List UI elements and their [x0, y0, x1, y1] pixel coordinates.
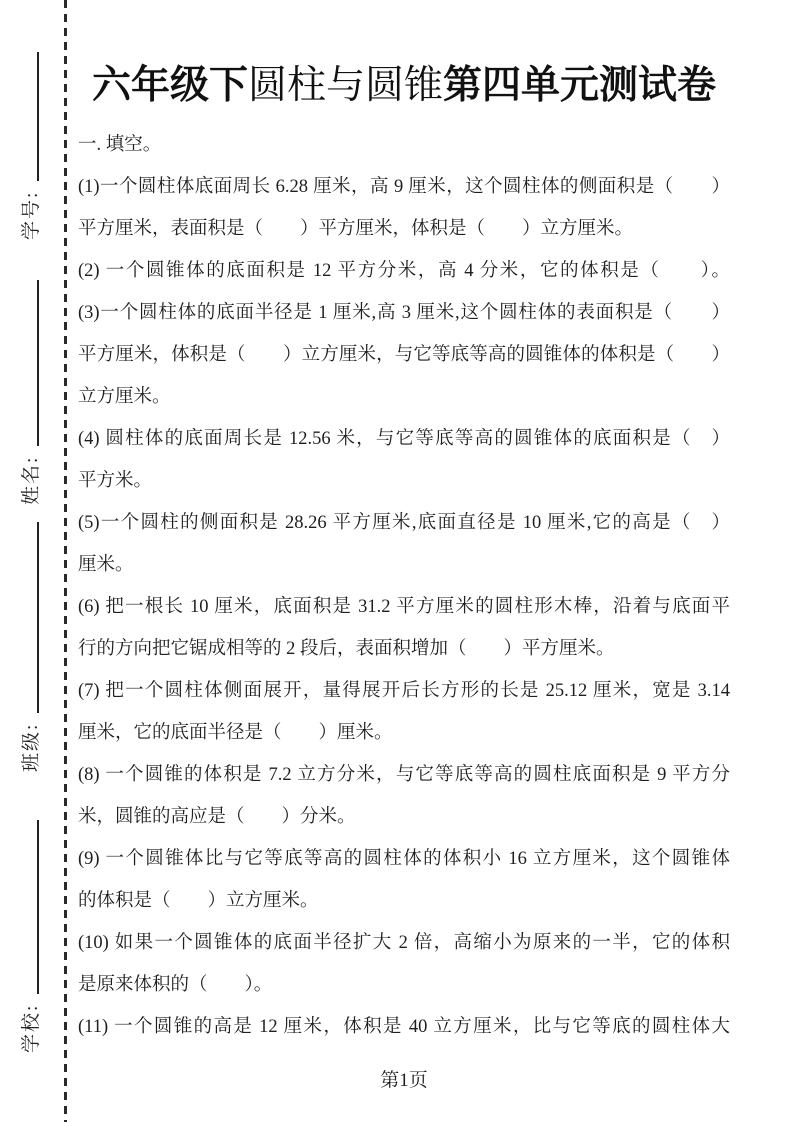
text-line: 厘米，它的底面半径是（ ）厘米。 [78, 723, 393, 743]
text-line: (6) 把一根长 10 厘米，底面积是 31.2 平方厘米的圆柱形木棒，沿着与底面平 [78, 597, 730, 617]
text-line: 行的方向把它锯成相等的 2 段后，表面积增加（ ）平方厘米。 [78, 639, 615, 659]
page-number: 第1页 [380, 1070, 428, 1091]
text-line: 平方米。 [78, 471, 153, 491]
text-line: 是原来体积的（ ）。 [78, 975, 273, 995]
text-line: (1)一个圆柱体底面周长 6.28 厘米，高 9 厘米，这个圆柱体的侧面积是（ ） [78, 177, 730, 197]
question-lines [78, 124, 730, 1048]
fill-in-line [37, 280, 39, 446]
fill-in-line [37, 820, 39, 994]
text-line: (7) 把一个圆柱体侧面展开，量得展开后长方形的长是 25.12 厘米，宽是 3.14 [78, 681, 730, 701]
sidebar-field-class-label: 班级: [21, 722, 42, 772]
paper-title-prefix: 六年级下 [91, 64, 248, 107]
paper-title-suffix: 第四单元测试卷 [443, 64, 717, 107]
text-line: 的体积是（ ）立方厘米。 [78, 891, 319, 911]
sidebar-field-student-name [20, 278, 44, 505]
text-line: (11) 一个圆锥的高是 12 厘米，体积是 40 立方厘米，比与它等底的圆柱体大 [78, 1017, 730, 1037]
paper-title [78, 54, 730, 110]
sidebar-field-class [20, 520, 44, 772]
text-line: 平方厘米，体积是（ ）立方厘米，与它等底等高的圆锥体的体积是（ ） [78, 345, 730, 365]
text-line: (5)一个圆柱的侧面积是 28.26 平方厘米,底面直径是 10 厘米,它的高是（ ） [78, 513, 730, 533]
text-line: (2) 一个圆锥体的底面积是 12 平方分米，高 4 分米，它的体积是（ ）。 [78, 261, 730, 281]
sidebar-field-student-name-label: 姓名: [21, 455, 42, 505]
fill-in-line [37, 52, 39, 181]
sidebar-field-student-number [20, 50, 44, 240]
text-line: (9) 一个圆锥体比与它等底等高的圆柱体的体积小 16 立方厘米，这个圆锥体 [78, 849, 730, 869]
sidebar-field-school [20, 818, 44, 1053]
paper-title-mid: 圆柱与圆锥 [247, 64, 443, 107]
sidebar-field-student-number-label: 学号: [21, 190, 42, 240]
fill-in-line [37, 522, 39, 713]
text-line: (3)一个圆柱体的底面半径是 1 厘米,高 3 厘米,这个圆柱体的表面积是（ ） [78, 303, 730, 323]
text-line: 立方厘米。 [78, 387, 171, 407]
text-line: 厘米。 [78, 555, 134, 575]
text-line: 平方厘米，表面积是（ ）平方厘米，体积是（ ）立方厘米。 [78, 219, 634, 239]
dashed-divider [64, 0, 67, 1122]
sidebar-field-school-label: 学校: [21, 1003, 42, 1053]
text-line: (10) 如果一个圆锥体的底面半径扩大 2 倍，高缩小为原来的一半，它的体积 [78, 933, 730, 953]
text-line: (4) 圆柱体的底面周长是 12.56 米，与它等底等高的圆锥体的底面积是（ ） [78, 429, 730, 449]
text-line: (8) 一个圆锥的体积是 7.2 立方分米，与它等底等高的圆柱底面积是 9 平方分 [78, 765, 730, 785]
text-line: 米，圆锥的高应是（ ）分米。 [78, 807, 356, 827]
section-heading: 一. 填空。 [78, 135, 162, 155]
